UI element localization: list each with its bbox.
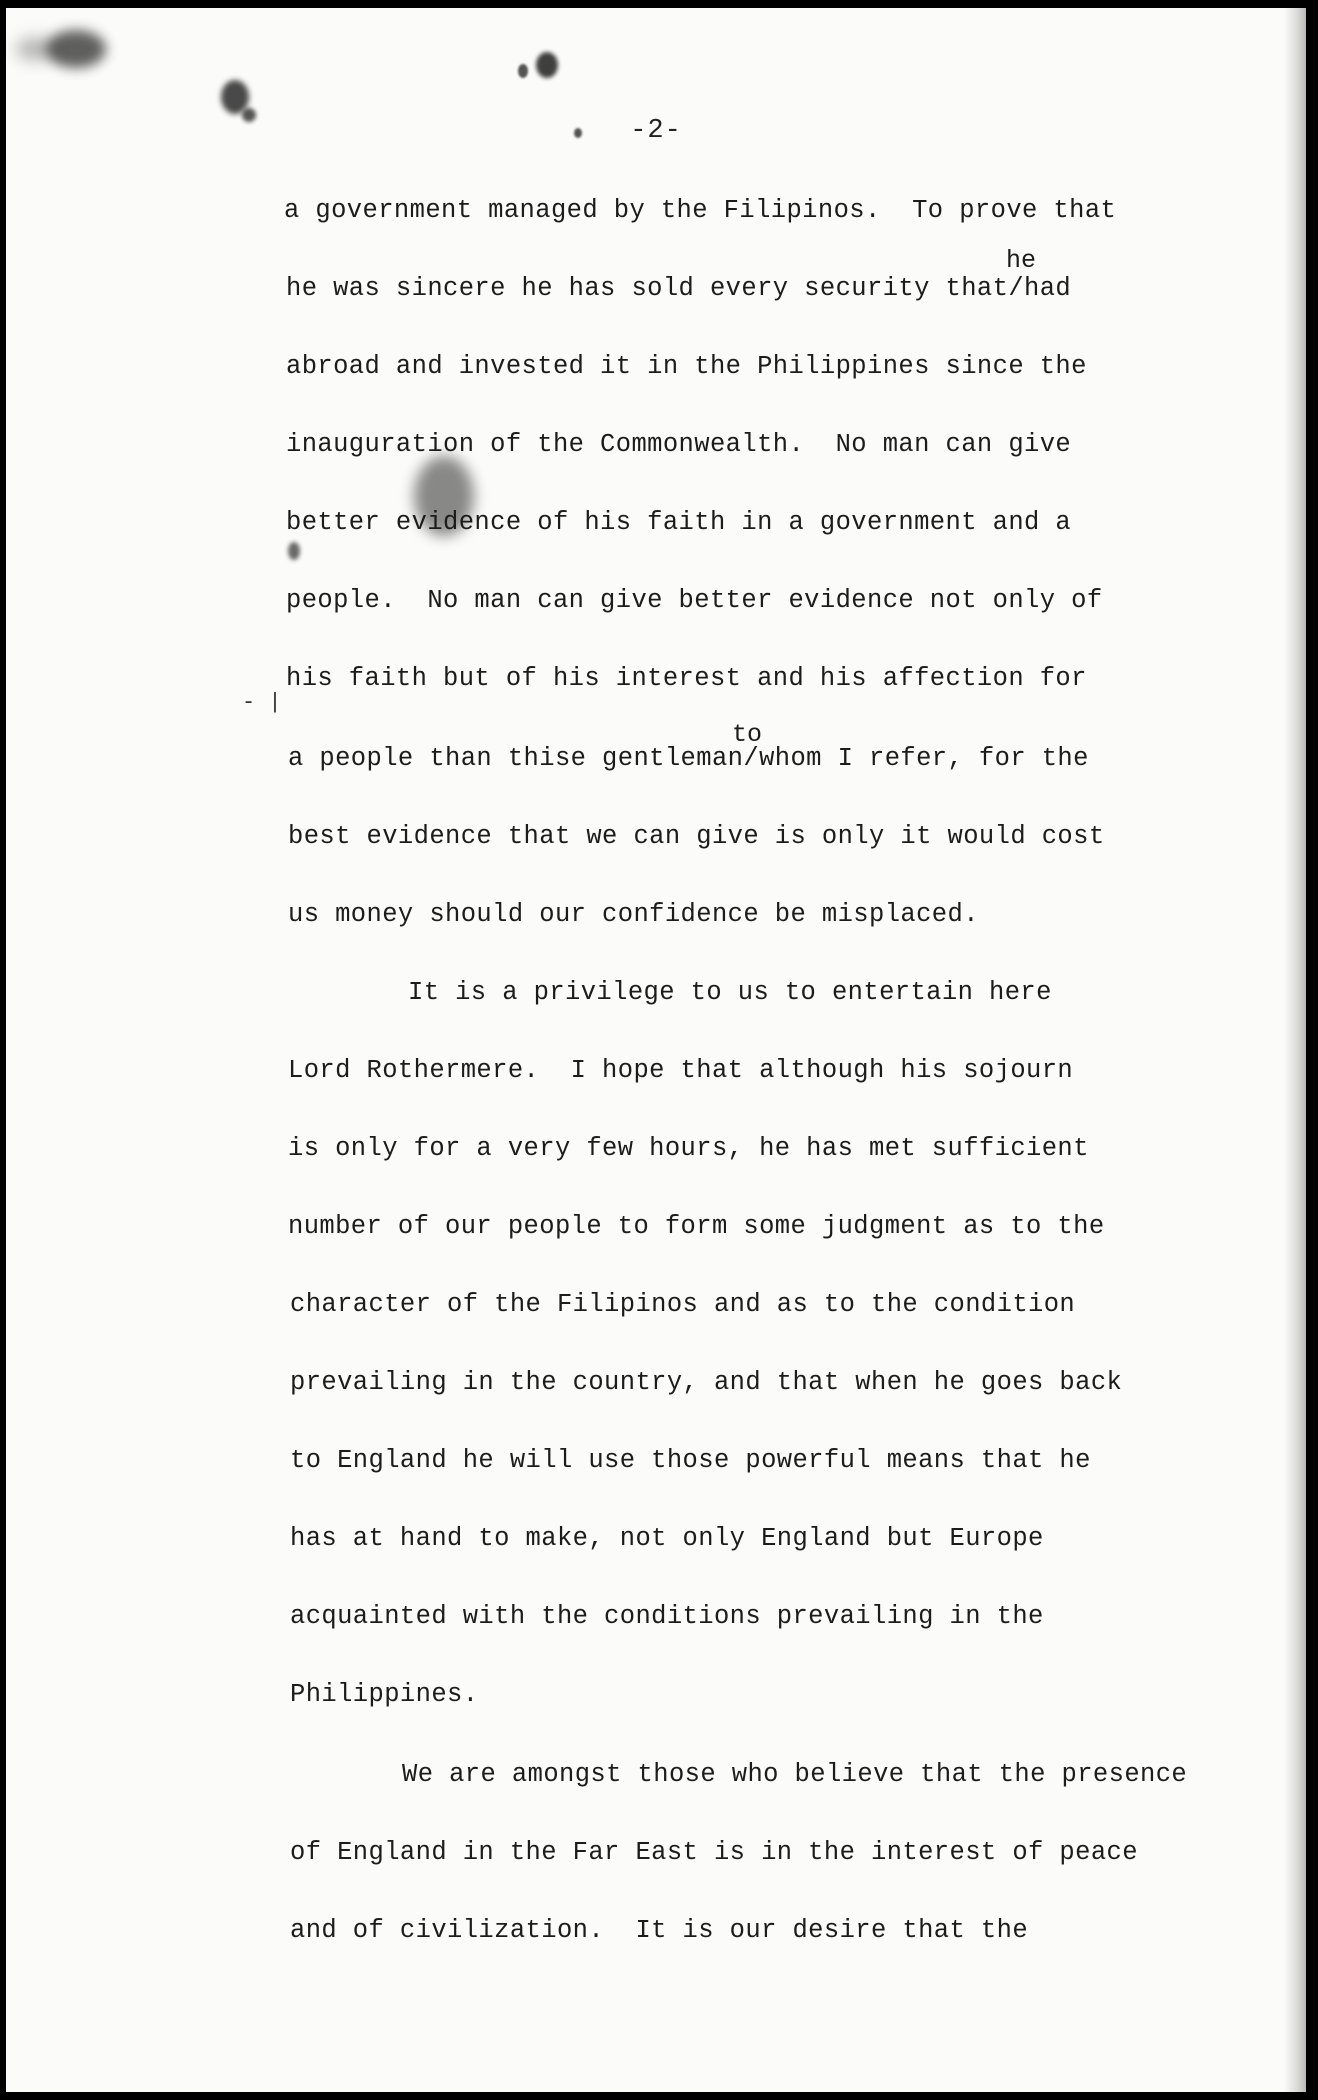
text-line: a government managed by the Filipinos. To prove that — [284, 196, 1117, 225]
text-line: people. No man can give better evidence not only of — [286, 586, 1103, 615]
text-line: Philippines. — [290, 1680, 479, 1709]
text-line: he was sincere he has sold every security that/had — [286, 274, 1072, 303]
text-line: inauguration of the Commonwealth. No man can give — [286, 430, 1072, 459]
text-line: us money should our confidence be misplaced. — [288, 900, 979, 929]
text-line: has at hand to make, not only England but Europe — [290, 1524, 1044, 1553]
text-line: and of civilization. It is our desire that the — [290, 1916, 1029, 1945]
text-line: It is a privilege to us to entertain here — [408, 978, 1052, 1007]
margin-mark: - | — [242, 690, 282, 715]
text-line: character of the Filipinos and as to the condition — [290, 1290, 1076, 1319]
interlinear-insert: he — [1006, 246, 1037, 275]
text-line: We are amongst those who believe that the presence — [402, 1760, 1188, 1789]
text-line: is only for a very few hours, he has met sufficient — [288, 1134, 1089, 1163]
document-page — [6, 8, 1306, 2092]
text-line: better evidence of his faith in a government and a — [286, 508, 1072, 537]
text-line: prevailing in the country, and that when he goes back — [290, 1368, 1123, 1397]
text-line: to England he will use those powerful means that he — [290, 1446, 1091, 1475]
text-line: abroad and invested it in the Philippines since the — [286, 352, 1087, 381]
document-body — [6, 8, 1306, 2092]
text-line: Lord Rothermere. I hope that although his sojourn — [288, 1056, 1074, 1085]
interlinear-insert: to — [732, 720, 763, 749]
text-line: number of our people to form some judgment as to the — [288, 1212, 1105, 1241]
text-line: of England in the Far East is in the interest of peace — [290, 1838, 1138, 1867]
page-number: -2- — [630, 116, 682, 146]
text-line: acquainted with the conditions prevailing in the — [290, 1602, 1044, 1631]
text-line: his faith but of his interest and his affection for — [286, 664, 1087, 693]
text-line: a people than thise gentleman/whom I refer, for the — [288, 744, 1089, 773]
text-line: best evidence that we can give is only it would cost — [288, 822, 1105, 851]
